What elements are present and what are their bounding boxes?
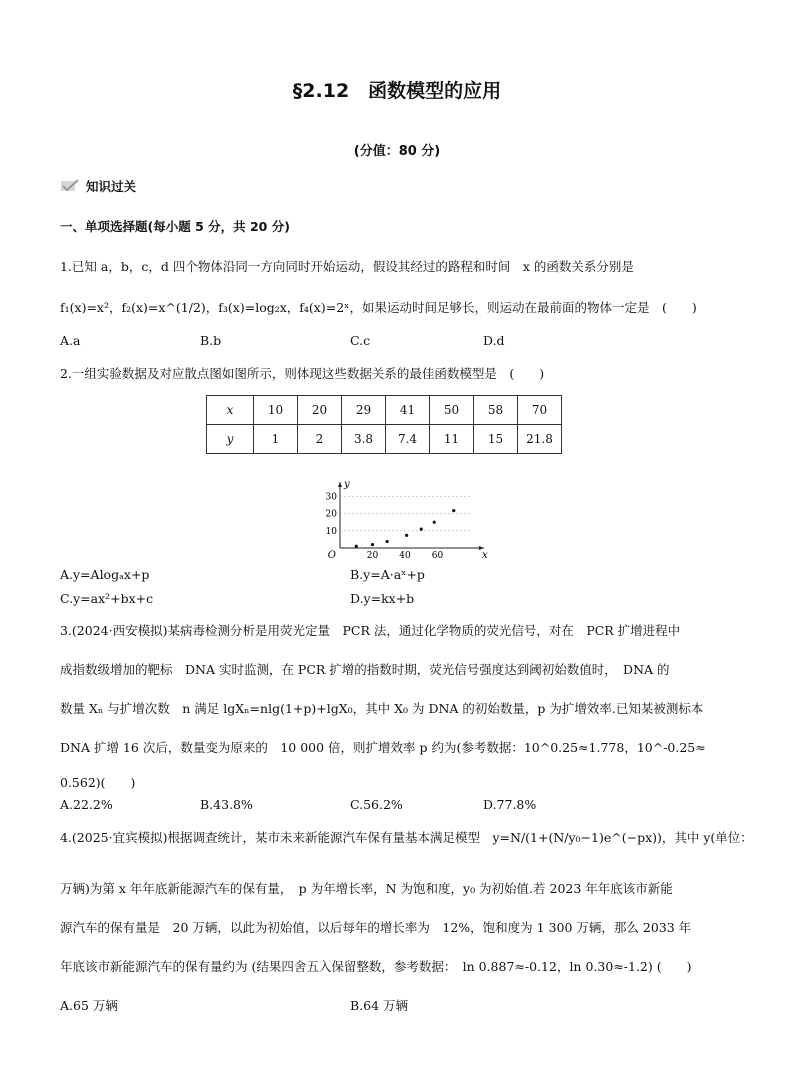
table-cell: 41: [386, 396, 430, 425]
x-tick-label: 20: [366, 551, 379, 561]
q4-line2: 万辆)为第 x 年年底新能源汽车的保有量， p 为年增长率，N 为饱和度，y₀ 为初始值.若 2023 年年底该市新能: [60, 881, 673, 896]
table-cell: 20: [298, 396, 342, 425]
q4-line1: 4.(2025·宜宾模拟)根据调查统计，某市未来新能源汽车保有量基本满足模型 y=N/(1+(N/y₀−1)e^(−px))，其中 y(单位：: [60, 830, 753, 845]
table-cell: 1: [254, 425, 298, 454]
q1-line1: 1.已知 a，b，c，d 四个物体沿同一方向同时开始运动，假设其经过的路程和时间 x 的函数关系分别是: [60, 259, 634, 274]
q2-option-c: C.y=ax²+bx+c: [60, 591, 154, 606]
data-point: [405, 534, 408, 537]
table-cell: 29: [342, 396, 386, 425]
table-cell: 3.8: [342, 425, 386, 454]
table-cell: 7.4: [386, 425, 430, 454]
q2-option-b: B.y=A·aˣ+p: [350, 567, 425, 582]
table-cell: 2: [298, 425, 342, 454]
x-axis-label: x: [482, 550, 488, 561]
data-point: [452, 509, 455, 512]
q3-line3: 数量 Xₙ 与扩增次数 n 满足 lgXₙ=nlg(1+p)+lgX₀，其中 X₀ 为 DNA 的初始数量，p 为扩增效率.已知某被测标本: [60, 701, 704, 716]
part-heading: 一、单项选择题(每小题 5 分，共 20 分): [60, 219, 290, 234]
q3-option-a: A.22.2%: [60, 797, 113, 812]
q2-option-d: D.y=kx+b: [350, 591, 415, 606]
y-tick-label: 10: [325, 526, 337, 537]
q1-option-c: C.c: [350, 333, 371, 348]
data-table: [206, 395, 562, 454]
table-cell: 10: [254, 396, 298, 425]
score-note: (分值：80 分): [353, 144, 441, 159]
q3-line4: DNA 扩增 16 次后，数量变为原来的 10 000 倍，则扩增效率 p 约为(参考数据：10^0.25≈1.778，10^-0.25≈: [60, 740, 706, 755]
y-axis-arrow: [338, 482, 342, 487]
q3-line2: 成指数级增加的靶标 DNA 实时监测，在 PCR 扩增的指数时期，荧光信号强度达到阈初始数值时， DNA 的: [60, 662, 670, 677]
q3-line1: 3.(2024·西安模拟)某病毒检测分析是用荧光定量 PCR 法，通过化学物质的荧光信号，对在 PCR 扩增进程中: [60, 623, 681, 638]
q1-option-d: D.d: [483, 333, 505, 348]
q4-line3: 源汽车的保有量是 20 万辆，以此为初始值，以后每年的增长率为 12%，饱和度为 1 300 万辆，那么 2033 年: [60, 920, 692, 935]
table-cell: 50: [430, 396, 474, 425]
table-row: [207, 396, 562, 425]
table-row: [207, 425, 562, 454]
data-point: [420, 528, 423, 531]
q3-option-d: D.77.8%: [483, 797, 537, 812]
table-cell: 15: [474, 425, 518, 454]
q4-line4: 年底该市新能源汽车的保有量约为 (结果四舍五入保留整数，参考数据： ln 0.887≈-0.12，ln 0.30≈-1.2) ( ): [60, 959, 692, 974]
q1-option-a: A.a: [60, 333, 81, 348]
section-header: [60, 177, 136, 195]
q1-option-b: B.b: [200, 333, 222, 348]
data-point: [355, 545, 358, 548]
y-tick-label: 30: [325, 492, 337, 503]
y-axis-label: y: [344, 479, 350, 490]
table-header-x: x: [207, 396, 254, 425]
section-label: 知识过关: [86, 179, 137, 194]
q2-option-a: A.y=Alogₐx+p: [60, 567, 150, 582]
y-tick-label: 20: [325, 509, 337, 520]
table-cell: 70: [518, 396, 562, 425]
x-tick-label: 60: [431, 551, 444, 561]
checkmark-icon: [60, 179, 80, 193]
q4-option-b: B.64 万辆: [350, 998, 409, 1013]
q2-stem: 2.一组实验数据及对应散点图如图所示，则体现这些数据关系的最佳函数模型是 ( ): [60, 366, 545, 381]
table-cell: 58: [474, 396, 518, 425]
q3-option-c: C.56.2%: [350, 797, 403, 812]
table-cell: 11: [430, 425, 474, 454]
q1-line2: f₁(x)=x²，f₂(x)=x^(1/2)，f₃(x)=log₂x，f₄(x)=2ˣ，如果运动时间足够长，则运动在最前面的物体一定是 ( ): [60, 300, 697, 315]
q4-option-a: A.65 万辆: [60, 998, 118, 1013]
q3-line5: 0.562)( ): [60, 775, 136, 790]
scatter-chart: [316, 478, 488, 561]
origin-label: O: [327, 550, 336, 561]
table-header-y: y: [207, 425, 254, 454]
data-point: [433, 521, 436, 524]
x-tick-label: 40: [399, 551, 411, 561]
q3-option-b: B.43.8%: [200, 797, 253, 812]
table-cell: 21.8: [518, 425, 562, 454]
page-title: §2.12 函数模型的应用: [292, 80, 502, 102]
data-point: [371, 543, 374, 546]
data-point: [386, 540, 389, 543]
